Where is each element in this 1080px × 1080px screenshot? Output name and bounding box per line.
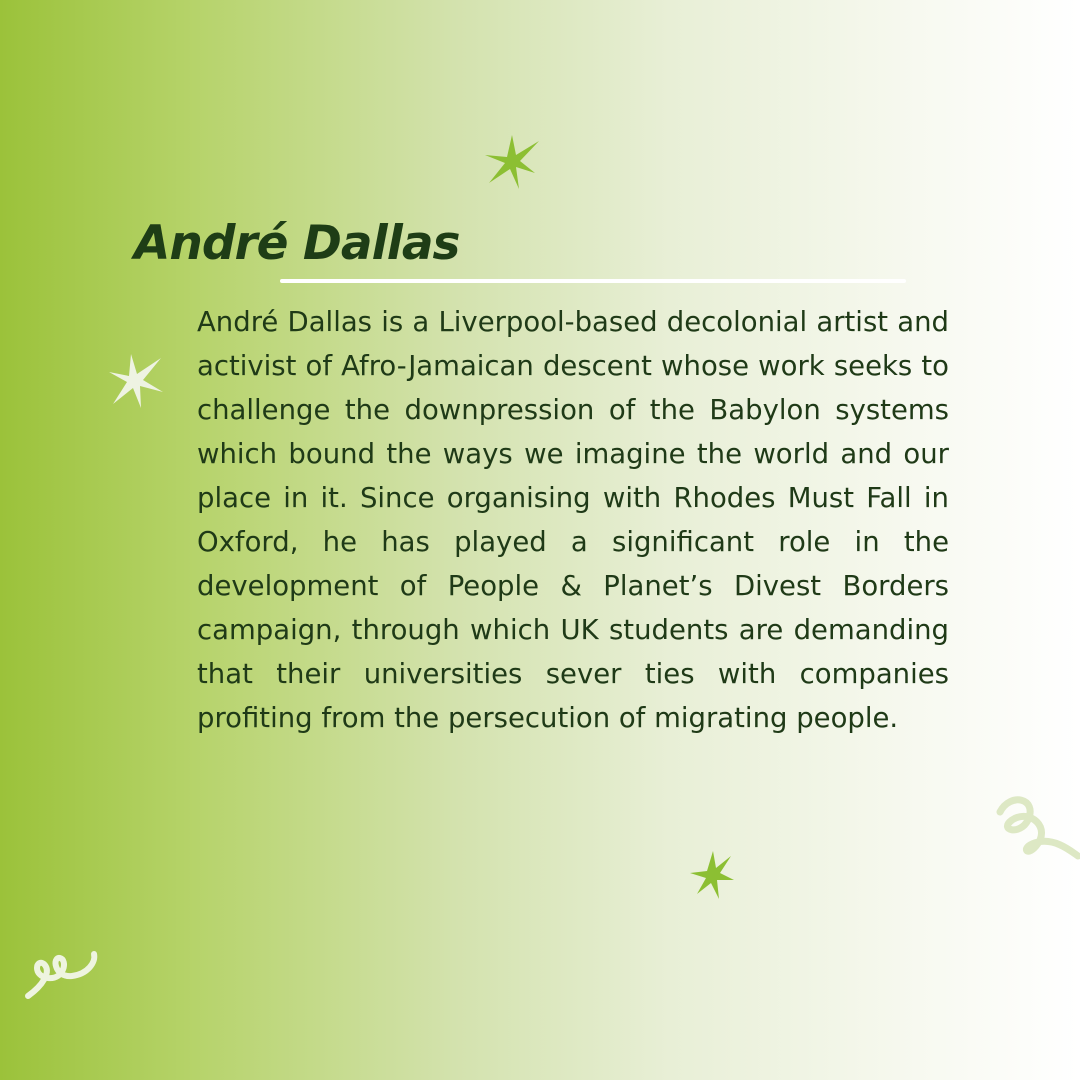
sparkle-star-left-icon (107, 352, 165, 410)
squiggle-left-icon (22, 948, 104, 1004)
sparkle-star-top-icon (483, 133, 541, 191)
profile-bio: André Dallas is a Liverpool-based decolonial artist and activist of Afro-Jamaican descent whose work seeks to challenge the downpression of the Babylon systems which bound the ways we imagine the world and our place in it. Since organising with Rhodes Must Fall in Oxford, he has played a significant role in the development of People & Planet’s Divest Borders campaign, through which UK students are demanding that their universities sever ties with companies profiting from the persecution of migrating people. (197, 306, 949, 734)
profile-name: André Dallas (134, 216, 460, 271)
squiggle-right-icon (990, 790, 1080, 882)
title-underline (280, 279, 906, 283)
sparkle-star-bottom-icon (689, 850, 735, 900)
